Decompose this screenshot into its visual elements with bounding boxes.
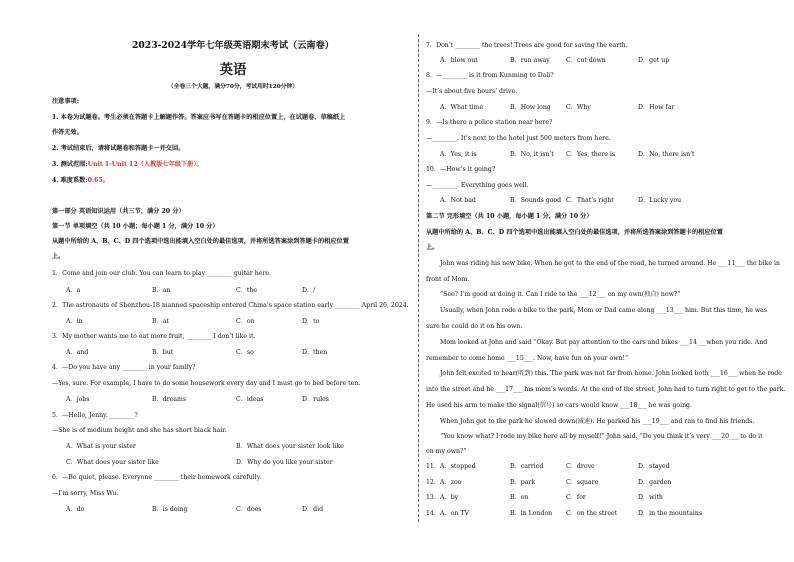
q12-option-d[interactable]: D．garden <box>638 479 672 486</box>
q2-option-b[interactable]: B．at <box>152 318 169 325</box>
passage-line-7: remember to come home ___15___. Now, have fun on your own!” <box>426 355 629 362</box>
q3-option-c[interactable]: C．so <box>236 349 254 356</box>
question-2-stem: 2．The astronauts of Shenzhou-18 manned spaceship entered China’s space station early ________ April 26, 2024. <box>52 302 409 309</box>
q14-option-a[interactable]: 14．A．on TV <box>426 510 469 517</box>
q1-option-d[interactable]: D．/ <box>302 287 316 294</box>
question-7-stem: 7．Don’t ________ the trees! Trees are good for saving the earth. <box>426 42 628 49</box>
passage-line-11: When John got to the park he slowed down(减速). He parked his ___19___ and ran to find his friends. <box>440 418 755 425</box>
passage-line-12: “You know what? I rode my bike here all by myself!” John said. “Do you think it’s very ___20___ to do it <box>440 433 763 440</box>
q7-option-b[interactable]: B．run away <box>510 57 550 64</box>
difficulty-value: 0.65。 <box>87 177 109 184</box>
q8-option-a[interactable]: A．What time <box>440 104 484 111</box>
q5-option-d[interactable]: D．Why do you like your sister <box>236 459 333 466</box>
q8-option-c[interactable]: C．Why <box>566 104 591 111</box>
passage-line-3: “See? I’m good at doing it. Can I ride to the ___12___ on my own(独自) now?” <box>440 291 681 298</box>
q9-option-d[interactable]: D．No, there isn’t <box>638 151 695 158</box>
passage-line-8: John felt excited to hear(听到) this. The park was not far from home. John looked both ___16___ when he rode <box>440 370 782 377</box>
q10-option-c[interactable]: C．That’s right <box>566 197 614 204</box>
note-2: 2. 考试结束后，请将试题卷和答题卡一并交回。 <box>52 145 185 152</box>
q5-option-c[interactable]: C．What does your sister like <box>66 459 159 466</box>
passage-line-4: Usually, when John rode a bike to the park, Mom or Dad came along ___13___ him. But this time, he was <box>440 307 768 314</box>
q10-option-b[interactable]: B．Sounds good <box>510 197 562 204</box>
q9-option-c[interactable]: C．Yes, there is <box>566 151 616 158</box>
q14-option-d[interactable]: D．in the mountains <box>638 510 703 517</box>
q4-option-d[interactable]: D．rules <box>302 396 329 403</box>
q6-option-d[interactable]: D．did <box>302 506 324 513</box>
notes-heading: 注意事项: <box>52 98 80 105</box>
note-3-prefix: 3. 测试范围: <box>52 161 88 168</box>
note-4 <box>52 177 109 185</box>
question-6-stem: 6．—Be quiet, please. Everyone ________ their homework carefully. <box>52 474 262 481</box>
q14-option-b[interactable]: B．in London <box>510 510 553 517</box>
q10-option-d[interactable]: D．Lucky you <box>638 197 682 204</box>
question-4-stem: 4．—Do you have any ________ in your family? <box>52 364 196 371</box>
question-8-reply: —It’s about five hours’ drive. <box>426 88 518 95</box>
q1-option-a[interactable]: A．a <box>66 287 81 294</box>
question-9-reply: —________. It’s next to the hotel just 500 meters from here. <box>426 135 611 142</box>
q2-option-d[interactable]: D．to <box>302 318 320 325</box>
question-5-reply: —She is of medium height and she has short black hair. <box>52 427 227 434</box>
question-4-reply: —Yes, sure. For example, I have to do some housework every day and I must go to bed before ten. <box>52 380 361 387</box>
part-1-heading: 第一部分 英语知识运用（共三节，满分 20 分） <box>52 208 185 215</box>
q3-option-d[interactable]: D．then <box>302 349 328 356</box>
column-divider <box>418 34 419 522</box>
score-note: （全卷三个大题，满分70分，考试用时120分钟） <box>167 84 299 90</box>
question-5-stem: 5．—Hello, Jenny. ________? <box>52 412 138 419</box>
q7-option-d[interactable]: D．get up <box>638 57 670 64</box>
q13-option-b[interactable]: B．on <box>510 494 529 501</box>
section-2-instruction-b: 上。 <box>426 244 439 251</box>
question-9-stem: 9．—Is there a police station near here? <box>426 119 553 126</box>
q8-option-d[interactable]: D．How far <box>638 104 675 111</box>
section-1-instruction-a: 从题中所给的 A、B、C、D 四个选项中选出能填入空白处的最佳选项，并将所选答案涂到答题卡的相应位置 <box>52 238 349 245</box>
q4-option-a[interactable]: A．jobs <box>66 396 90 403</box>
q3-option-a[interactable]: A．and <box>66 349 89 356</box>
exam-title: 2023-2024学年七年级英语期末考试（云南卷） <box>132 40 334 51</box>
question-10-reply: —________. Everything goes well. <box>426 182 529 189</box>
passage-line-13: on my own?” <box>426 448 467 455</box>
q13-option-c[interactable]: C．for <box>566 494 586 501</box>
note-1b: 作答无效。 <box>52 129 83 136</box>
note-3 <box>52 161 203 169</box>
subject-heading: 英语 <box>219 62 247 78</box>
q6-option-b[interactable]: B．is doing <box>152 506 188 513</box>
section-1-instruction-b: 上。 <box>52 253 65 260</box>
question-10-stem: 10．—How’s it going? <box>426 166 496 173</box>
question-3-stem: 3．My mother wants me to eat more fruit, ________ I don’t like it. <box>52 333 256 340</box>
q12-option-b[interactable]: B．park <box>510 479 536 486</box>
q6-option-c[interactable]: C．does <box>236 506 262 513</box>
q11-option-b[interactable]: B．carried <box>510 463 544 470</box>
q1-option-b[interactable]: B．an <box>152 287 171 294</box>
q13-option-a[interactable]: 13．A．by <box>426 494 459 501</box>
q12-option-c[interactable]: C．square <box>566 479 599 486</box>
passage-line-6: Mom looked at John and said “Okay. But pay attention to the cars and bikes ___14___when you ride. And <box>440 339 768 346</box>
question-1-stem: 1．Come and join our club. You can learn to play ________ guitar here. <box>52 270 272 277</box>
q7-option-a[interactable]: A．blow out <box>440 57 478 64</box>
q9-option-b[interactable]: B．No, it isn’t <box>510 151 554 158</box>
q11-option-c[interactable]: C．drove <box>566 463 595 470</box>
q4-option-b[interactable]: B．dreams <box>152 396 187 403</box>
section-2-heading: 第二节 完形填空（共 10 小题，每小题 1 分，满分 10 分） <box>426 213 593 220</box>
q3-option-b[interactable]: B．but <box>152 349 174 356</box>
q9-option-a[interactable]: A．Yes, it is <box>440 151 477 158</box>
passage-line-1: John was riding his new bike. When he got to the end of the road, he turned around. He ___11___ the bike in <box>440 260 780 267</box>
q13-option-d[interactable]: D．with <box>638 494 663 501</box>
q2-option-a[interactable]: A．in <box>66 318 83 325</box>
q4-option-c[interactable]: C．ideas <box>236 396 264 403</box>
q5-option-a[interactable]: A．What is your sister <box>66 443 136 450</box>
q14-option-c[interactable]: C．on the street <box>566 510 618 517</box>
question-8-stem: 8．—________ is it from Kunming to Dali? <box>426 72 554 79</box>
passage-line-5: sure he could do it on his own. <box>426 323 523 330</box>
note-1a: 1. 本卷为试题卷。考生必须在答题卡上解题作答。答案应书写在答题卡的相应位置上，在试题卷、草稿纸上 <box>52 114 346 121</box>
q1-option-c[interactable]: C．the <box>236 287 258 294</box>
passage-line-10: He used his arm to make the signal(信号) so cars would know ___18___ he was going. <box>426 402 692 409</box>
q5-option-b[interactable]: B．What does your sister look like <box>236 443 344 450</box>
q8-option-b[interactable]: B．How long <box>510 104 551 111</box>
section-2-instruction-a: 从题中所给的 A、B、C、D 四个选项中选出能填入空白处的最佳选项，并将所选答案涂到答题卡的相应位置 <box>426 229 723 236</box>
q11-option-a[interactable]: 11．A．stopped <box>426 463 476 470</box>
q12-option-a[interactable]: 12．A．zoo <box>426 479 462 486</box>
question-6-reply: —I’m sorry, Miss Wu. <box>52 490 119 497</box>
note-4-prefix: 4. 难度系数: <box>52 177 88 184</box>
q2-option-c[interactable]: C．on <box>236 318 255 325</box>
q10-option-a[interactable]: A．Not bad <box>440 197 476 204</box>
section-1-heading: 第一节 单项填空（共 10 小题；每小题 1 分，满分 10 分） <box>52 223 219 230</box>
q7-option-c[interactable]: C．cut down <box>566 57 606 64</box>
q6-option-a[interactable]: A．do <box>66 506 85 513</box>
test-range: Unit 1-Unit 12（人教版七年级下册）。 <box>87 161 203 168</box>
q11-option-d[interactable]: D．stayed <box>638 463 670 470</box>
passage-line-2: front of Mom. <box>426 276 470 283</box>
passage-line-9: into the street and he ___17___ his mom’s words. At the end of the street, John had to turn right to get to the park. <box>426 386 786 393</box>
